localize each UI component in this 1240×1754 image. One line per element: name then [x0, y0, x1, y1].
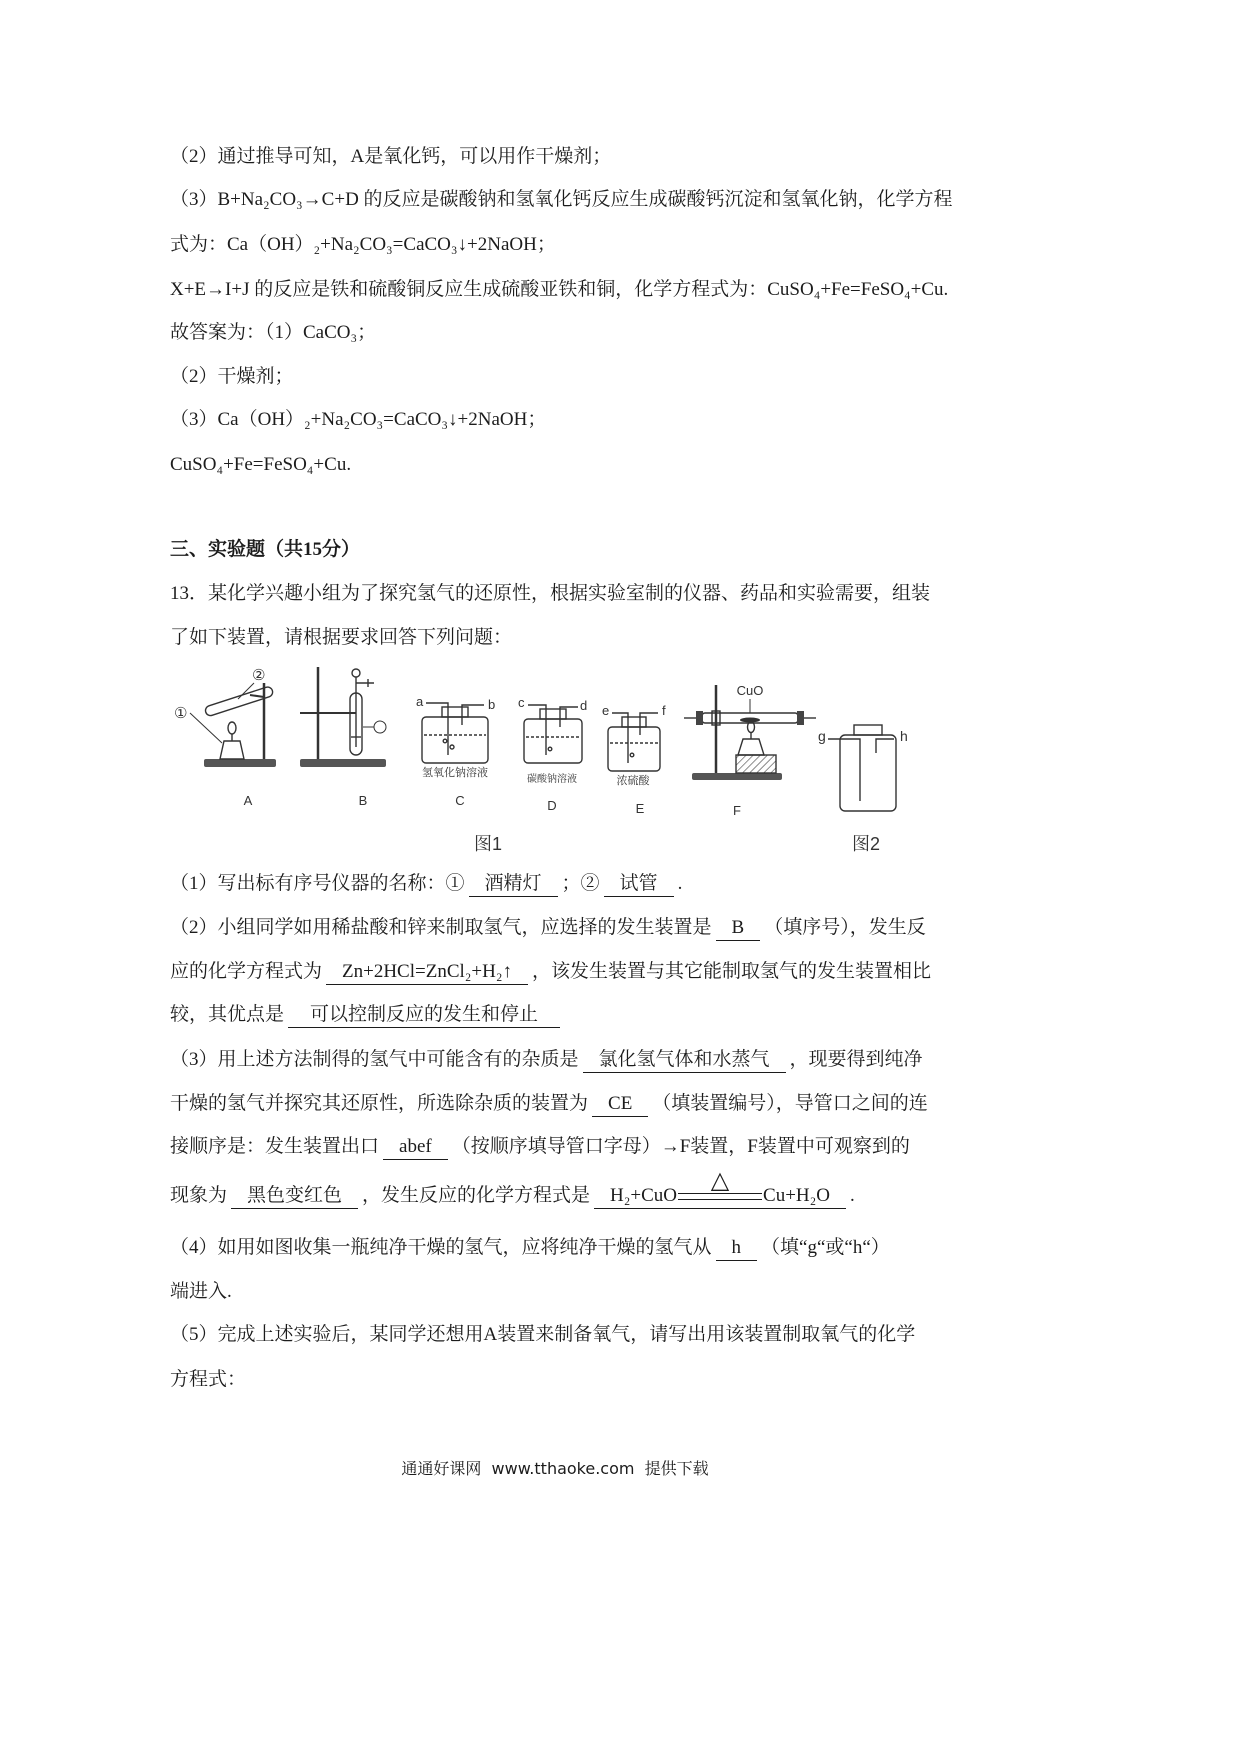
- answer-impurities: 氯化氢气体和水蒸气: [583, 1048, 786, 1073]
- part-2-line-2-suffix: ，该发生装置与其它能制取氢气的发生装置相比: [531, 961, 931, 982]
- part-4-line-1-prefix: （4）如用如图收集一瓶纯净干燥的氢气，应将纯净干燥的氢气从: [170, 1237, 712, 1258]
- answer-connection-order: abef: [383, 1135, 448, 1160]
- bubble: [450, 745, 454, 749]
- callout-marker: [374, 721, 386, 733]
- port-g-label: g: [818, 728, 826, 744]
- question-stem-line-1: 13．某化学兴趣小组为了探究氢气的还原性，根据实验室制的仪器、药品和实验需要，组装: [170, 583, 931, 604]
- reagent-f-label: CuO: [736, 683, 764, 698]
- answer-inlet-port: h: [716, 1236, 758, 1261]
- part-2-line-2: [170, 959, 931, 985]
- equation-reactants: H₂+CuO: [610, 1185, 678, 1206]
- part-3-line-1-suffix: ，现要得到纯净: [789, 1049, 923, 1070]
- apparatus-f: [684, 685, 816, 780]
- answer-phenomenon: 黑色变红色: [231, 1184, 358, 1209]
- answer-zinc-equation: Zn+2HCl=ZnCl₂+H₂↑: [326, 960, 528, 985]
- long-tube-g: [828, 739, 860, 801]
- part-4-line-1: [170, 1235, 890, 1261]
- page-footer: 通通好课网 www.tthaoke.com 提供下载: [401, 1459, 709, 1478]
- port-f-label: f: [662, 703, 666, 718]
- apparatus-b: [300, 667, 386, 767]
- answer-reduction-equation: [594, 1168, 846, 1209]
- port-d-label: d: [580, 698, 588, 713]
- answer-advantage: 可以控制反应的发生和停止: [288, 1003, 560, 1028]
- stopper-left: [696, 711, 703, 725]
- outlet-tube: [640, 713, 658, 735]
- part-1-mid: ；②: [561, 873, 600, 894]
- alcohol-lamp: [220, 741, 244, 759]
- part-3-line-1-prefix: （3）用上述方法制得的氢气中可能含有的杂质是: [170, 1049, 579, 1070]
- part-2-line-1: [170, 915, 926, 941]
- part-2-line-1-prefix: （2）小组同学如用稀盐酸和锌来制取氢气，应选择的发生装置是: [170, 917, 712, 938]
- port-b-label: b: [488, 697, 496, 712]
- bottle-neck: [442, 707, 468, 717]
- port-a-label: a: [416, 694, 424, 709]
- marker-1-label: ①: [174, 705, 188, 722]
- inlet-tube: [528, 705, 546, 755]
- port-c-label: c: [518, 695, 525, 710]
- funnel-bulb: [352, 669, 360, 677]
- leader-line-2: [238, 683, 254, 699]
- outlet-tube: [462, 705, 484, 725]
- part-3-line-2-suffix: （填装置编号），导管口之间的连: [652, 1093, 928, 1114]
- marker-2-label: ②: [252, 667, 266, 684]
- solution-line-4: X+E→I+J 的反应是铁和硫酸铜反应生成硫酸亚铁和铜，化学方程式为：CuSO₄+Fe=FeSO₄+Cu.: [170, 279, 949, 300]
- answer-generator-device: B: [716, 916, 761, 941]
- solution-line-7: （3）Ca（OH）₂+Na₂CO₃=CaCO₃↓+2NaOH；: [170, 409, 547, 430]
- part-3-line-2: [170, 1091, 928, 1117]
- port-e-label: e: [602, 703, 610, 718]
- equation-products: Cu+H₂O: [763, 1185, 830, 1206]
- part-3-line-4-prefix: 现象为: [170, 1185, 228, 1206]
- solution-line-8: CuSO₄+Fe=FeSO₄+Cu.: [170, 454, 352, 475]
- gas-washing-bottle: [422, 717, 488, 763]
- flame: [228, 722, 236, 734]
- part-3-line-4-suffix: .: [849, 1185, 855, 1206]
- part-4-line-1-suffix: （填“g“或“h“）: [761, 1237, 890, 1258]
- heating-triangle: △: [710, 1168, 730, 1195]
- bottle-neck: [854, 725, 882, 735]
- gas-washing-bottle: [608, 727, 660, 771]
- gas-washing-bottle: [524, 719, 582, 763]
- device-a-letter: A: [243, 793, 253, 808]
- inlet-tube: [612, 713, 628, 763]
- part-4-line-2: 端进入.: [170, 1281, 232, 1302]
- question-stem-line-2: 了如下装置，请根据要求回答下列问题：: [170, 627, 513, 648]
- stand-base: [692, 773, 782, 780]
- solution-line-6: （2）干燥剂；: [170, 366, 294, 387]
- part-3-line-3-suffix: （按顺序填导管口字母）→F装置，F装置中可观察到的: [451, 1136, 910, 1157]
- part-1-line: [170, 871, 682, 897]
- part-3-line-1: [170, 1047, 923, 1073]
- answer-instrument-2: 试管: [604, 872, 674, 897]
- apparatus-d: [524, 705, 582, 763]
- figure-2-caption: 图2: [851, 834, 881, 854]
- part-2-line-3-prefix: 较，其优点是: [170, 1004, 285, 1025]
- port-h-label: h: [900, 728, 908, 744]
- part-2-line-2-prefix: 应的化学方程式为: [170, 961, 323, 982]
- part-3-line-3-prefix: 接顺序是：发生装置出口: [170, 1136, 380, 1157]
- heating-condition-sign: [678, 1168, 762, 1200]
- bubble: [630, 753, 634, 757]
- reagent-d-label: 碳酸钠溶液: [527, 774, 577, 785]
- answer-instrument-1: 酒精灯: [469, 872, 558, 897]
- clamp: [250, 695, 264, 697]
- part-5-line-2: 方程式：: [170, 1369, 247, 1390]
- solution-line-2: （3）B+Na₂CO₃→C+D 的反应是碳酸钠和氢氧化钙反应生成碳酸钙沉淀和氢氧化钠，化学方程: [170, 189, 953, 210]
- outlet-tube: [560, 707, 578, 727]
- solution-line-5: 故答案为：（1）CaCO₃；: [170, 322, 377, 343]
- apparatus-e: [608, 713, 660, 771]
- bottle-body: [840, 735, 896, 811]
- part-1-suffix: .: [677, 873, 683, 894]
- device-d-letter: D: [547, 798, 557, 813]
- device-e-letter: E: [635, 801, 645, 816]
- alcohol-lamp: [738, 739, 764, 755]
- apparatus-c: [422, 703, 488, 763]
- part-3-line-3: [170, 1134, 910, 1160]
- device-c-letter: C: [455, 793, 465, 808]
- section-heading: 三、实验题（共15分）: [170, 539, 361, 560]
- device-f-letter: F: [733, 803, 741, 818]
- bottle-neck: [540, 709, 566, 719]
- part-1-prefix: （1）写出标有序号仪器的名称：①: [170, 873, 465, 894]
- apparatus-figure: [160, 655, 920, 860]
- part-3-line-4-mid: ，发生反应的化学方程式是: [362, 1185, 591, 1206]
- inlet-tube: [426, 703, 448, 755]
- bottle-neck: [622, 717, 646, 727]
- part-2-line-3: [170, 1002, 564, 1028]
- collection-bottle: [828, 725, 896, 811]
- support-block: [736, 755, 776, 773]
- stand-base: [300, 759, 386, 767]
- part-3-line-4: [170, 1168, 855, 1209]
- part-3-line-2-prefix: 干燥的氢气并探究其还原性，所选除杂质的装置为: [170, 1093, 589, 1114]
- stand-base: [204, 759, 276, 767]
- answer-purification-devices: CE: [592, 1092, 648, 1117]
- device-b-letter: B: [358, 793, 368, 808]
- stopper-right: [797, 711, 804, 725]
- apparatus-a: [190, 683, 276, 767]
- reagent-e-label: 浓硫酸: [616, 775, 650, 787]
- part-5-line-1: （5）完成上述实验后，某同学还想用A装置来制备氧气，请写出用该装置制取氧气的化学: [170, 1324, 916, 1345]
- part-2-line-1-suffix: （填序号），发生反: [764, 917, 926, 938]
- bubble: [443, 739, 447, 743]
- solution-line-3: 式为：Ca（OH）₂+Na₂CO₃=CaCO₃↓+2NaOH；: [170, 234, 556, 255]
- short-tube-h: [876, 739, 894, 753]
- solution-line-1: （2）通过推导可知，A是氧化钙，可以用作干燥剂；: [170, 146, 612, 167]
- leader-line-1: [190, 713, 222, 743]
- bubble: [548, 747, 552, 751]
- figure-1-caption: 图1: [473, 834, 503, 854]
- reagent-c-label: 氢氧化钠溶液: [422, 767, 488, 779]
